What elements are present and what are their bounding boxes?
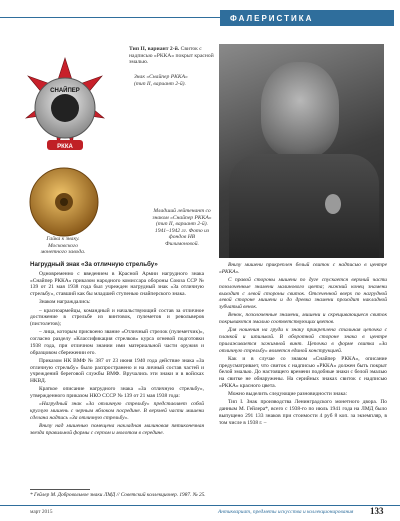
quote: «Нагрудный знак «За отличную стрельбу» представляет собой круглую мишень с черным яблоком посредине. В верхней части мишени сделана надпись «За отличную стрельбу». xyxy=(30,401,204,421)
photo-badge xyxy=(325,194,341,214)
paragraph: Тип I. Знак производства Ленинградского монетного двора. По данным М. Гейлера*, всего с 1938-го по июль 1941 года на ЛМД было выпущено 291 133 знаков при стоимости 4 руб 8 коп. за экземпляр, в том числе в 1938 г. – xyxy=(219,399,387,426)
caption-top-text: Свиток с надписью «РККА» покрыт красной эмалью. xyxy=(129,46,214,66)
caption-photo: Младший лейтенант со знаком «Снайпер РККА» (тип II, вариант 2-й). 1941–1942 гг. Фото из фондов НВ Филимоновой. xyxy=(152,208,212,247)
footnote-rule xyxy=(30,489,90,490)
paragraph: Как и в случае со знаком «Снайпер РККА», описание предусматривает, что свиток с надписью «РККА» должен быть покрыт белой эмалью. До настоящего времени подобные знаки с белой эмалью на свитке не обнаружены. На серийных знаках свиток с надписью «РККА» красного цвета. xyxy=(219,355,387,389)
paragraph: С правой стороны мишени по дуге спускается верхний части позолоченные знамени малинового цвета; нижний конец знамени выходит с левой стороны свиток. Отсеченной вверх по нагрудной левой стороне мишени и до древка знамени проходит накладной зубчатый венок. xyxy=(219,277,387,310)
photo-uniform xyxy=(229,154,379,258)
paragraph: Приказом НК ВМФ № 387 от 23 июня 1940 года действие знака «За отличную стрельбу» было распространено и на личный состав частей и учреждений береговой службы ВМФ. Вручались эти знаки и в войсках НКВД. xyxy=(30,357,204,384)
badge-nut-image xyxy=(22,164,106,242)
badge-top-text: СНАЙПЕР xyxy=(50,88,80,94)
paragraph: Знаком награждались: xyxy=(39,299,91,306)
sniper-badge-image xyxy=(22,56,108,166)
article-right-column xyxy=(219,262,387,428)
officer-photo xyxy=(219,44,384,258)
badge-scroll-text: РККА xyxy=(57,144,73,150)
paragraph-last: Внизу над мишенью помещена накладная малиновая пятиконечная звезда правильной формы с серпом и молотом в середине. xyxy=(30,423,204,436)
footer-title: Антиквариат, предметы искусства и коллекционирования xyxy=(218,509,354,515)
paragraph: Можно выделить следующие разновидности знака: xyxy=(228,391,348,397)
footer-rule xyxy=(0,505,400,506)
paragraph: Внизу мишени прикреплен белый свиток с надписью в центре «РККА». xyxy=(219,262,387,275)
header-rule xyxy=(0,17,220,18)
paragraph: Венок, позолоченные знамени, мишени и скрещивающиеся свиток покрываются эмалью соответствующих цветов. xyxy=(219,312,387,325)
paragraph: Одновременно с введением в Красной Армии нагрудного знака «Снайпер РККА» приказом народного комиссара обороны Союза ССР № 139 от 21 мая 1938 года был учрежден нагрудный знак «За отличную стрельбу», ставший как бы младшей ступенью снайперского знака. xyxy=(30,270,204,297)
footnote: * Гейлер М. Добровольное знаки ЛМД // Советский коллекционер. 1987. № 25. xyxy=(30,492,206,498)
paragraph: – красноармейцы, командный и начальствующий состав за отличное достижение в стрельбе из винтовок, пулеметов и револьверов (пистолетов); xyxy=(30,307,204,327)
paragraph: Краткое описание нагрудного знака «За отличную стрельбу», утвержденного приказом НКО СССР № 139 от 21 мая 1938 года: xyxy=(30,386,204,399)
paragraph: – лица, которым присвоено звание «Отличный стрелок (пулеметчик)», согласно разделу «Классификация стрелков» курса огневой подготовки 1938 года, при отличном знании ими материальной части оружия и образцовом сбережении его. xyxy=(30,329,204,356)
article-left-column xyxy=(30,262,204,438)
article-heading: Нагрудный знак «За отличную стрельбу» xyxy=(30,261,158,268)
caption-left: Гайка к знаку. Московского монетного завода. xyxy=(40,236,86,256)
footer-issue: март 2015 xyxy=(30,509,53,515)
paragraph: Для ношения на груди к знаку прикреплена стальная цепочка с планкой и шпилькой. В оборотной стороне знака в центре прилаживается зажимной винт. Цепочка в форме свитка «За отличную стрельбу» является единой конструкцией. xyxy=(219,327,387,354)
section-header: ФАЛЕРИСТИКА xyxy=(220,10,394,26)
page-number: 133 xyxy=(370,506,384,516)
photo-face xyxy=(261,62,339,158)
caption-top-bold: Тип II, вариант 2-й. xyxy=(129,46,180,52)
caption-top xyxy=(129,46,219,66)
caption-badge: Знак «Снайпер РККА» (тип II, вариант 2-й). xyxy=(134,74,188,87)
